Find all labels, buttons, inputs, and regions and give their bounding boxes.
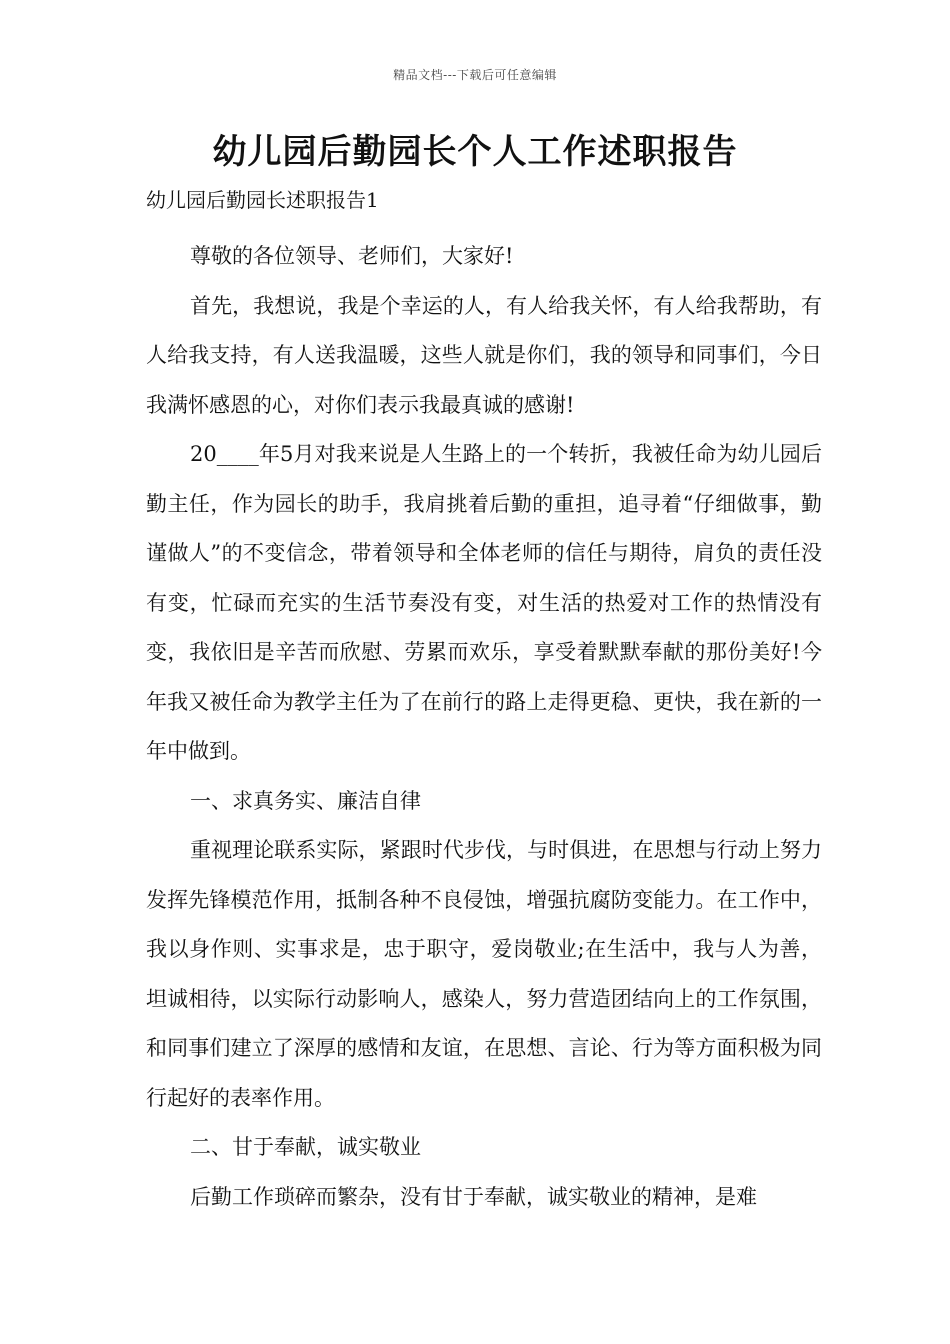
header-note: 精品文档---下载后可任意编辑 (393, 68, 557, 82)
section-subtitle: 幼儿园后勤园长述职报告1 (146, 188, 379, 212)
paragraph-appointment: 20____年5月对我来说是人生路上的一个转折，我被任命为幼儿园后勤主任，作为园长的助手，我肩挑着后勤的重担，追寻着“仔细做事，勤谨做人”的不变信念，带着领导和全体老师的信任与期待，肩负的责任没有变，忙碌而充实的生活节奏没有变，对生活的热爱对工作的热情没有变，我依旧是辛苦而欣慰、劳累而欢乐，享受着默默奉献的那份美好!今年我又被任命为教学主任为了在前行的路上走得更稳、更快，我在新的一年中做到。 (146, 442, 822, 763)
body-text (146, 232, 822, 1222)
document-title: 幼儿园后勤园长个人工作述职报告 (212, 132, 738, 172)
section-heading-2: 二、甘于奉献，诚实敬业 (190, 1135, 421, 1159)
section-heading-1: 一、求真务实、廉洁自律 (190, 788, 421, 813)
paragraph-greeting: 尊敬的各位领导、老师们，大家好! (190, 244, 514, 268)
paragraph-section-1: 重视理论联系实际，紧跟时代步伐，与时俱进，在思想与行动上努力发挥先锋模范作用，抵制各种不良侵蚀，增强抗腐防变能力。在工作中，我以身作则、实事求是，忠于职守，爱岗敬业;在生活中，我与人为善，坦诚相待，以实际行动影响人，感染人，努力营造团结向上的工作氛围，和同事们建立了深厚的感情和友谊，在思想、言论、行为等方面积极为同行起好的表率作用。 (146, 838, 822, 1110)
paragraph-section-2: 后勤工作琐碎而繁杂，没有甘于奉献，诚实敬业的精神，是难 (190, 1184, 757, 1209)
paragraph-thanks: 首先，我想说，我是个幸运的人，有人给我关怀，有人给我帮助，有人给我支持，有人送我温暖，这些人就是你们，我的领导和同事们，今日我满怀感恩的心，对你们表示我最真诚的感谢! (146, 293, 822, 417)
